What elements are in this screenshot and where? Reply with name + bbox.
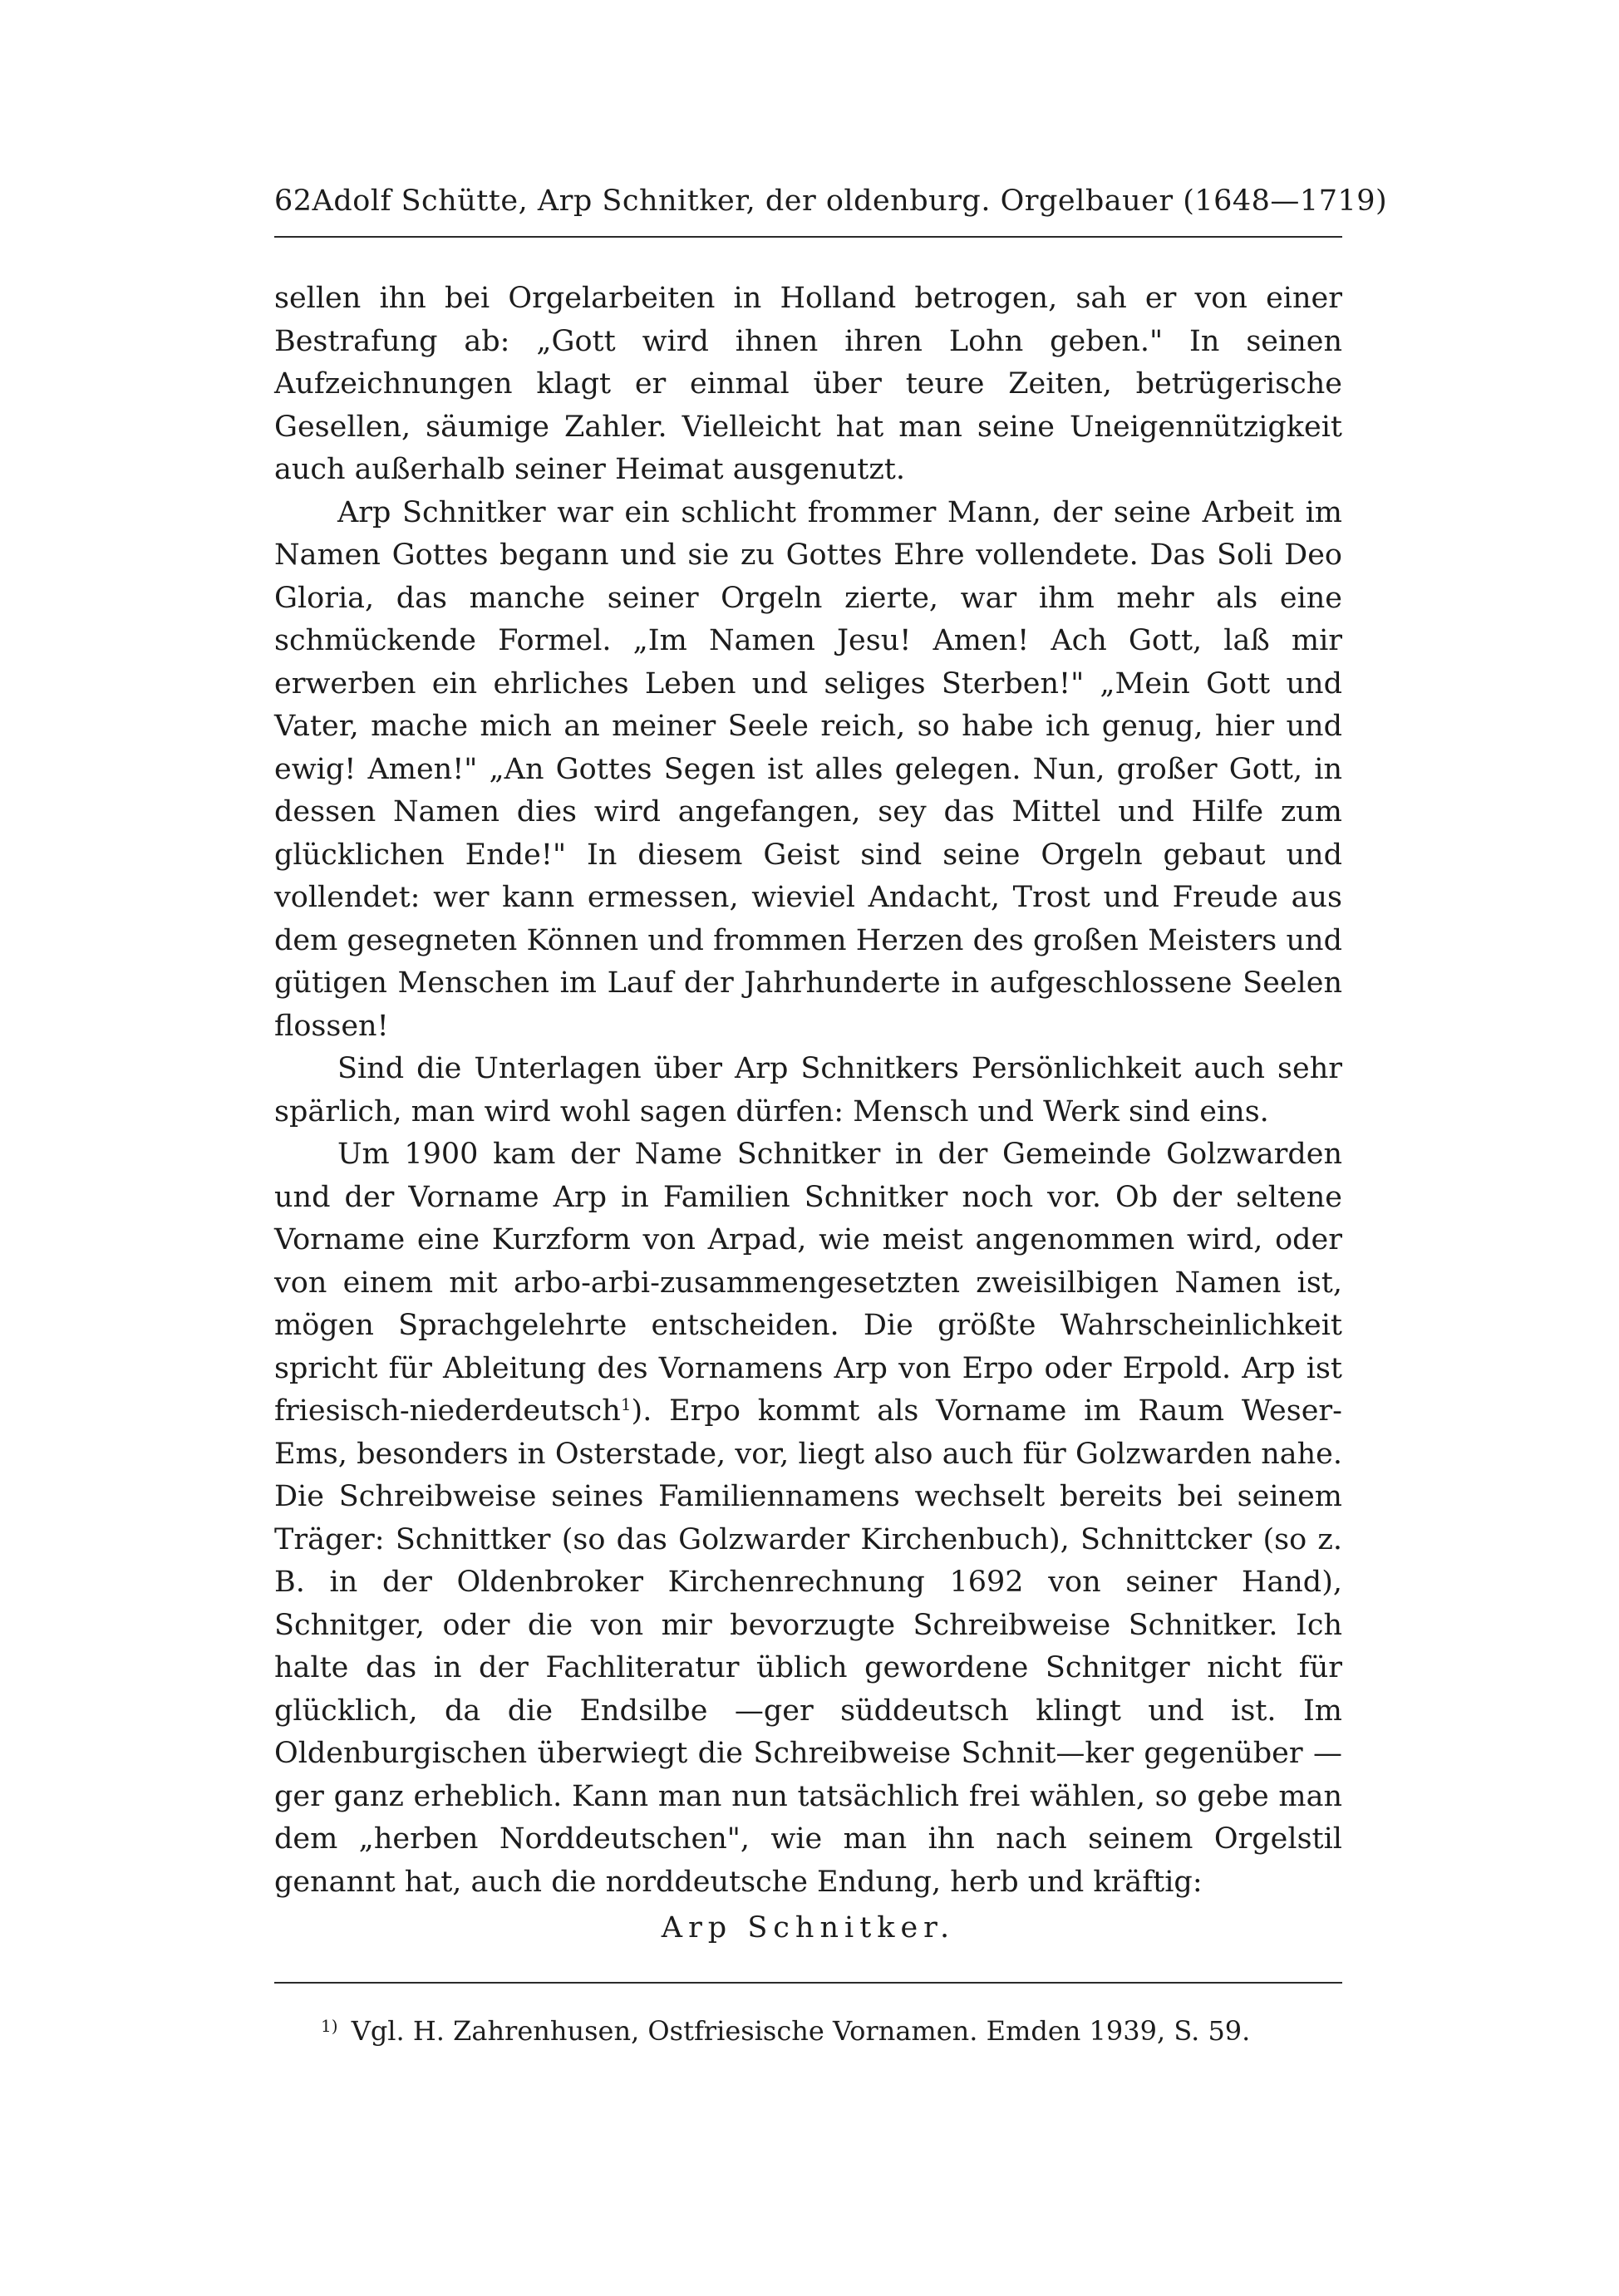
paragraph-1: sellen ihn bei Orgelarbeiten in Holland betrogen, sah er von einer Bestrafung ab: „Gott wird ihnen ihren Lohn geben." In seinen Aufzeichnungen klagt er einmal über teure Zeiten, betrügerische Gesellen, säumige Zahler. Vielleicht hat man seine Uneigennützigkeit auch außerhalb seiner Heimat ausgenutzt.: [274, 282, 1342, 486]
paragraph-4: [274, 1133, 1342, 1904]
body-text: [274, 278, 1342, 1950]
footnote-reference-paren: ): [631, 1394, 643, 1428]
paragraph-2: Arp Schnitker war ein schlicht frommer Mann, der seine Arbeit im Namen Gottes begann und sie zu Gottes Ehre vollendete. Das Soli Deo Gloria, das manche seiner Orgeln zierte, war ihm mehr als eine schmückende Formel. „Im Namen Jesu! Amen! Ach Gott, laß mir erwerben ein ehrliches Leben und seliges Sterben!" „Mein Gott und Vater, mache mich an meiner Seele reich, so habe ich genug, hier und ewig! Amen!" „An Gottes Segen ist alles gelegen. Nun, großer Gott, in dessen Namen dies wird angefangen, sey das Mittel und Hilfe zum glücklichen Ende!" In diesem Geist sind seine Orgeln gebaut und vollendet: wer kann ermessen, wieviel Andacht, Trost und Freude aus dem gesegneten Können und frommen Herzen des großen Meisters und gütigen Menschen im Lauf der Jahrhunderte in aufgeschlossene Seelen flossen!: [274, 495, 1342, 1043]
footnote-text: Vgl. H. Zahrenhusen, Ostfriesische Vornamen. Emden 1939, S. 59.: [351, 2014, 1251, 2047]
footnote-marker: 1): [321, 2015, 338, 2036]
page-number: 62: [274, 184, 312, 218]
running-title: Adolf Schütte, Arp Schnitker, der oldenburg. Orgelbauer (1648—1719): [312, 184, 1388, 218]
footnote-rule: [274, 1982, 1342, 1984]
closing-name: Arp Schnitker.: [661, 1911, 956, 1944]
page: [274, 184, 1388, 2050]
footnote-reference: 1: [620, 1394, 632, 1414]
paragraph-3: Sind die Unterlagen über Arp Schnitkers Persönlichkeit auch sehr spärlich, man wird wohl sagen dürfen: Mensch und Werk sind eins.: [274, 1052, 1342, 1128]
header-rule: [274, 236, 1342, 238]
footnote: [274, 2007, 1342, 2050]
paragraph-4-part-2: . Erpo kommt als Vorname im Raum Weser-Ems, besonders in Osterstade, vor, liegt also auch für Golzwarden nahe. Die Schreibweise seines Familiennamens wechselt bereits bei seinem Träger: Schnittker (so das Golzwarder Kirchenbuch), Schnittcker (so z. B. in der Oldenbroker Kirchenrechnung 1692 von seiner Hand), Schnitger, oder die von mir bevorzugte Schreibweise Schnitker. Ich halte das in der Fachliteratur üblich gewordene Schnitger nicht für glücklich, da die Endsilbe —ger süddeutsch klingt und ist. Im Oldenburgischen überwiegt die Schreibweise Schnit—ker gegenüber —ger ganz erheblich. Kann man nun tatsächlich frei wählen, so gebe man dem „herben Norddeutschen", wie man ihn nach seinem Orgelstil genannt hat, auch die norddeutsche Endung, herb und kräftig:: [274, 1394, 1342, 1899]
paragraph-4-part-1: Um 1900 kam der Name Schnitker in der Gemeinde Golzwarden und der Vorname Arp in Familien Schnitker noch vor. Ob der seltene Vorname eine Kurzform von Arpad, wie meist angenommen wird, oder von einem mit arbo-arbi-zusammengesetzten zweisilbigen Namen ist, mögen Sprachgelehrte entscheiden. Die größte Wahrscheinlichkeit spricht für Ableitung des Vornamens Arp von Erpo oder Erpold. Arp ist friesisch-niederdeutsch: [274, 1138, 1342, 1428]
running-head: [274, 184, 1388, 226]
